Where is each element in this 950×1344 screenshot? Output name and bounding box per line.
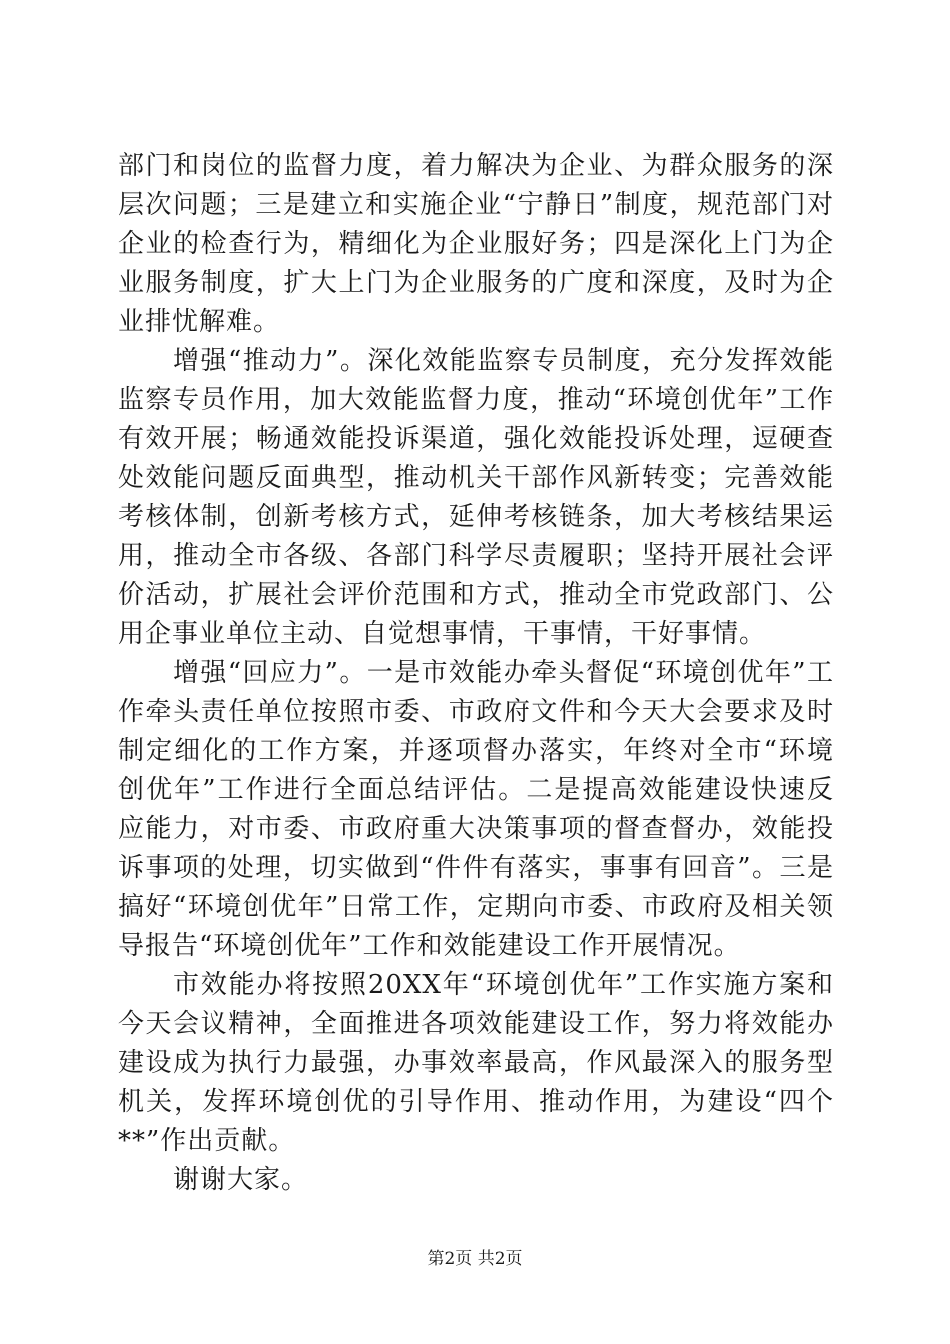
paragraph-conclusion: 市效能办将按照20XX年“环境创优年”工作实施方案和今天会议精神，全面推进各项效能建设工作，努力将效能办建设成为执行力最强，办事效率最高，作风最深入的服务型机关，发挥环境创优的引导作用、推动作用，为建设“四个**”作出贡献。 (118, 970, 834, 1156)
paragraph-huiyingli: 增强“回应力”。一是市效能办牵头督促“环境创优年”工作牵头责任单位按照市委、市政府文件和今天大会要求及时制定细化的工作方案，并逐项督办落实，年终对全市“环境创优年”工作进行全面总结评估。二是提高效能建设快速反应能力，对市委、市政府重大决策事项的督查督办，效能投诉事项的处理，切实做到“件件有落实，事事有回音”。三是搞好“环境创优年”日常工作，定期向市委、市政府及相关领导报告“环境创优年”工作和效能建设工作开展情况。 (118, 658, 834, 961)
document-body (118, 147, 834, 1200)
paragraph-thanks: 谢谢大家。 (173, 1165, 309, 1195)
paragraph-continuation: 部门和岗位的监督力度，着力解决为企业、为群众服务的深层次问题；三是建立和实施企业“宁静日”制度，规范部门对企业的检查行为，精细化为企业服好务；四是深化上门为企业服务制度，扩大上门为企业服务的广度和深度，及时为企业排忧解难。 (118, 151, 834, 337)
page-footer: 第2页 共2页 (427, 1249, 523, 1269)
paragraph-tuidongli: 增强“推动力”。深化效能监察专员制度，充分发挥效能监察专员作用，加大效能监督力度，推动“环境创优年”工作有效开展；畅通效能投诉渠道，强化效能投诉处理，逗硬查处效能问题反面典型，推动机关干部作风新转变；完善效能考核体制，创新考核方式，延伸考核链条，加大考核结果运用，推动全市各级、各部门科学尽责履职；坚持开展社会评价活动，扩展社会评价范围和方式，推动全市党政部门、公用企事业单位主动、自觉想事情，干事情，干好事情。 (118, 346, 834, 649)
